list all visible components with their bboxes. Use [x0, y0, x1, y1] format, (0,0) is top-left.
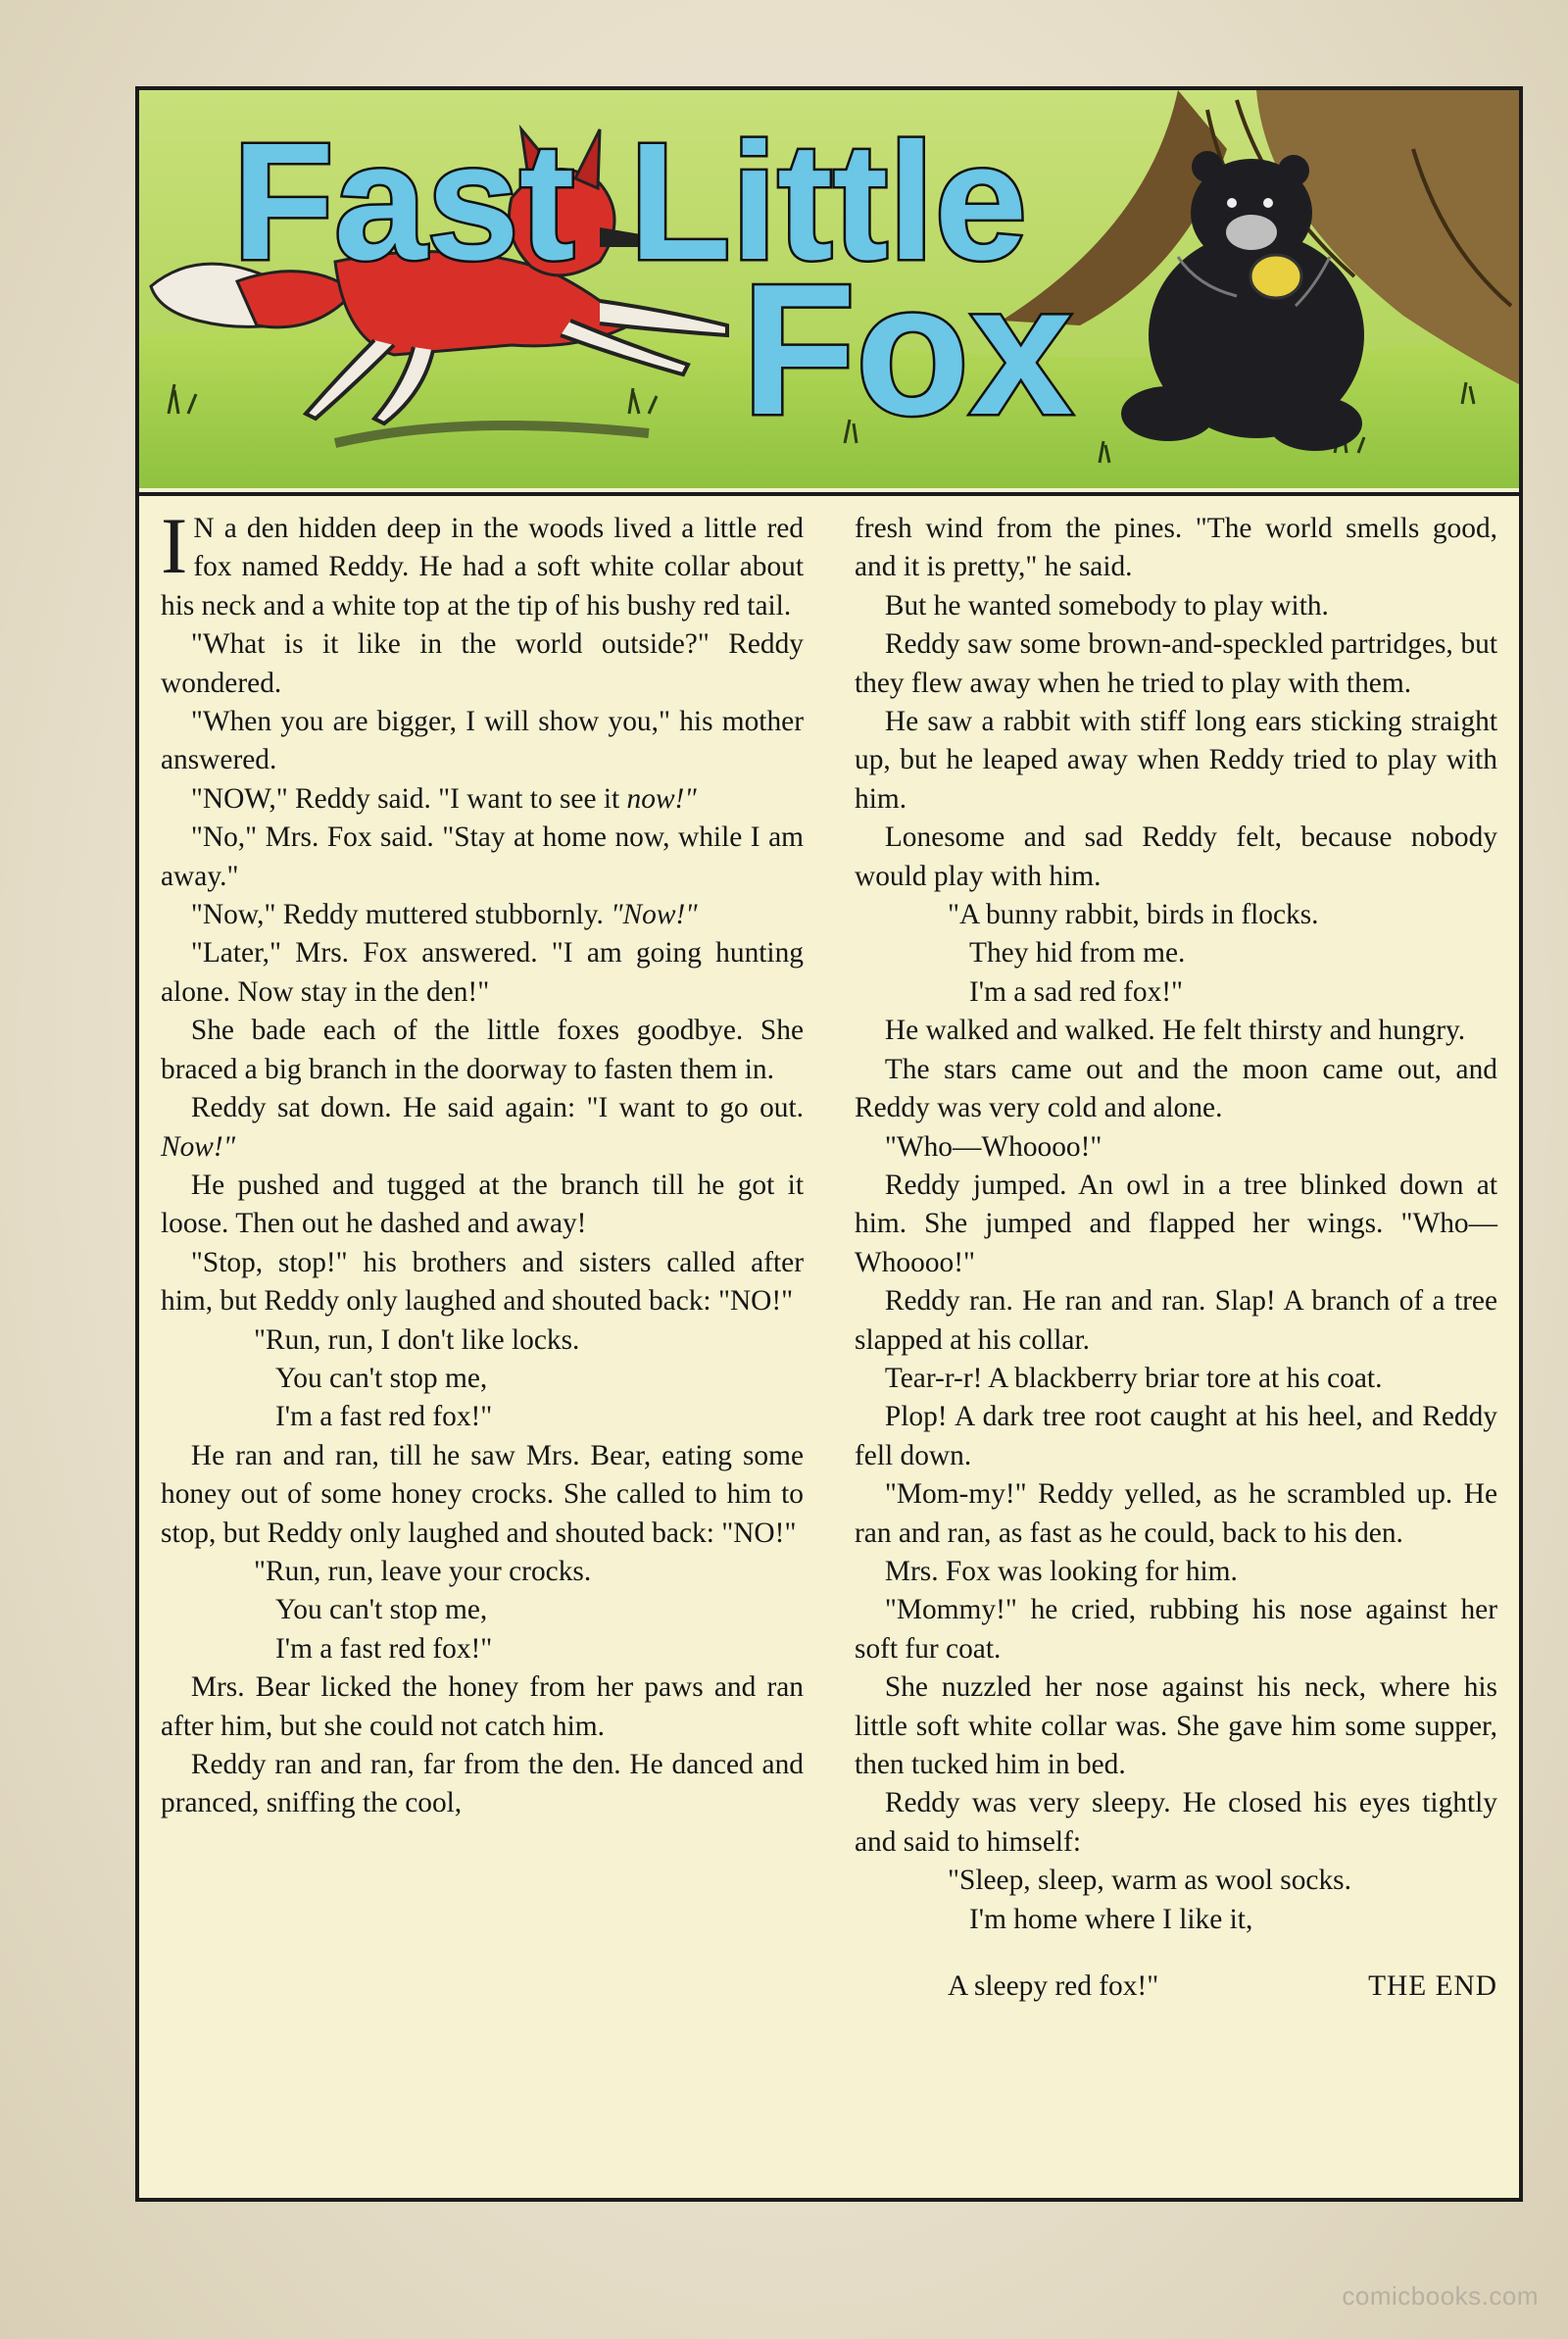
- paragraph: Reddy saw some brown-and-speckled partridges, but they flew away when he tried to play with them.: [855, 628, 1497, 699]
- paragraph: Plop! A dark tree root caught at his heel, and Reddy fell down.: [855, 1401, 1497, 1471]
- verse-line: You can't stop me,: [275, 1362, 488, 1394]
- paragraph: He walked and walked. He felt thirsty and hungry.: [884, 1015, 1466, 1047]
- verse: [855, 1862, 1497, 1939]
- paragraph: "When you are bigger, I will show you," his mother answered.: [161, 706, 804, 776]
- left-column: [161, 501, 804, 2190]
- verse-line: I'm home where I like it,: [969, 1903, 1253, 1935]
- paragraph: But he wanted somebody to play with.: [884, 589, 1329, 622]
- paragraph: Reddy was very sleepy. He closed his eyes tightly and said to himself:: [855, 1787, 1497, 1858]
- paragraph: He pushed and tugged at the branch till he got it loose. Then out he dashed and away!: [161, 1169, 804, 1240]
- banner-illustration: [139, 90, 1519, 488]
- title-word-fox: Fox: [742, 246, 1073, 454]
- paragraph: Tear-r-r! A blackberry briar tore at his coat.: [884, 1362, 1383, 1394]
- paragraph: "Now," Reddy muttered stubbornly. "Now!": [190, 899, 698, 931]
- watermark: comicbooks.com: [1342, 2281, 1539, 2311]
- paragraph: "Stop, stop!" his brothers and sisters called after him, but Reddy only laughed and shouted back: "NO!": [161, 1246, 804, 1318]
- the-end-label: THE END: [1368, 1970, 1497, 2003]
- paragraph: Mrs. Bear licked the honey from her paws and ran after him, but she could not catch him.: [161, 1671, 804, 1742]
- drop-cap: I: [161, 501, 188, 590]
- paragraph: Reddy ran and ran, far from the den. He danced and pranced, sniffing the cool,: [161, 1749, 804, 1819]
- paragraph: fresh wind from the pines. "The world smells good, and it is pretty," he said.: [855, 513, 1497, 583]
- paragraph: "No," Mrs. Fox said. "Stay at home now, while I am away.": [161, 821, 804, 892]
- title-word-little: Little: [629, 109, 1028, 295]
- verse-line: A sleepy red fox!": [948, 1970, 1159, 2003]
- verse-line: I'm a fast red fox!": [275, 1632, 493, 1665]
- paragraph: She bade each of the little foxes goodbye. She braced a big branch in the doorway to fasten them in.: [161, 1015, 804, 1085]
- paragraph: "Later," Mrs. Fox answered. "I am going hunting alone. Now stay in the den!": [161, 937, 804, 1008]
- verse: [161, 1553, 804, 1668]
- paragraph: The stars came out and the moon came out, and Reddy was very cold and alone.: [855, 1053, 1497, 1124]
- paragraph: I N a den hidden deep in the woods lived a little red fox named Reddy. He had a soft white collar about his neck and a white top at the tip of his bushy red tail.: [161, 501, 804, 622]
- paragraph: Lonesome and sad Reddy felt, because nobody would play with him.: [855, 821, 1497, 892]
- paragraph: He ran and ran, till he saw Mrs. Bear, eating some honey out of some honey crocks. She called to him to stop, but Reddy only laughed and shouted back: "NO!": [161, 1439, 804, 1549]
- verse-line: I'm a sad red fox!": [969, 975, 1184, 1008]
- final-line: [855, 1967, 1497, 2006]
- paragraph: Mrs. Fox was looking for him.: [884, 1555, 1238, 1587]
- title-word-fast: Fast: [232, 109, 575, 295]
- paragraph: Reddy sat down. He said again: "I want to go out. Now!": [161, 1092, 804, 1163]
- verse-line: They hid from me.: [969, 937, 1186, 970]
- paragraph: Reddy jumped. An owl in a tree blinked down at him. She jumped and flapped her wings. "Who—Whoooo!": [855, 1169, 1497, 1278]
- verse-line: I'm a fast red fox!": [275, 1401, 493, 1433]
- verse: [855, 896, 1497, 1012]
- paragraph: "Mommy!" he cried, rubbing his nose against her soft fur coat.: [855, 1594, 1497, 1665]
- paragraph: "Who—Whoooo!": [884, 1130, 1102, 1163]
- paragraph: He saw a rabbit with stiff long ears sticking straight up, but he leaped away when Reddy tried to play with him.: [855, 706, 1497, 815]
- verse-line: You can't stop me,: [275, 1594, 488, 1626]
- story-text: [161, 501, 1497, 2190]
- verse-line: "A bunny rabbit, birds in flocks.: [948, 899, 1319, 931]
- verse-line: "Run, run, leave your crocks.: [254, 1555, 592, 1587]
- title-banner: [139, 90, 1519, 496]
- paragraph: "Mom-my!" Reddy yelled, as he scrambled up. He ran and ran, as fast as he could, back to his den.: [855, 1478, 1497, 1549]
- verse-line: "Sleep, sleep, warm as wool socks.: [948, 1865, 1351, 1897]
- story-panel: [135, 86, 1523, 2202]
- paragraph: "NOW," Reddy said. "I want to see it now!": [190, 782, 697, 815]
- verse-line: "Run, run, I don't like locks.: [254, 1323, 580, 1356]
- paragraph: Reddy ran. He ran and ran. Slap! A branch of a tree slapped at his collar.: [855, 1285, 1497, 1356]
- paragraph: She nuzzled her nose against his neck, where his little soft white collar was. She gave him some supper, then tucked him in bed.: [855, 1671, 1497, 1780]
- paragraph: "What is it like in the world outside?" Reddy wondered.: [161, 628, 804, 699]
- verse: [161, 1321, 804, 1437]
- right-column: [855, 510, 1497, 2190]
